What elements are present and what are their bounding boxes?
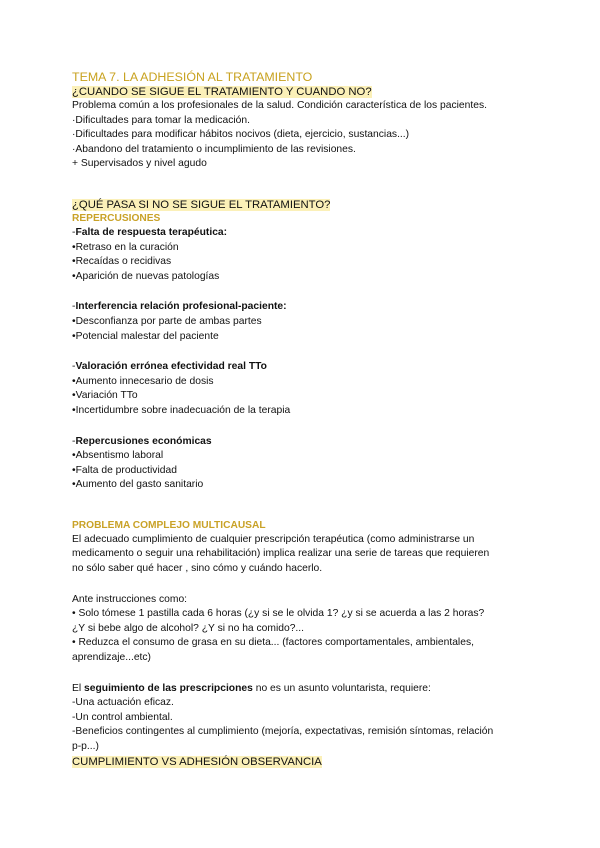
cumplimiento-heading: CUMPLIMIENTO VS ADHESIÓN OBSERVANCIA xyxy=(72,755,322,768)
list-item: •Desconfianza por parte de ambas partes xyxy=(72,315,262,327)
group-title: -Repercusiones económicas xyxy=(72,435,212,447)
problema-line: no sólo saber qué hacer , sino cómo y cuándo hacerlo. xyxy=(72,563,323,575)
instrucciones-line: aprendizaje...etc) xyxy=(72,652,151,664)
list-item: •Potencial malestar del paciente xyxy=(72,330,219,342)
seguimiento-line: El seguimiento de las prescripciones no es un asunto voluntarista, requiere: xyxy=(72,682,431,694)
list-item: •Incertidumbre sobre inadecuación de la terapia xyxy=(72,404,291,416)
instrucciones-line: ¿Y si bebe algo de alcohol? ¿Y si no ha comido?... xyxy=(72,622,305,634)
group-title: -Valoración errónea efectividad real TTo xyxy=(72,361,267,373)
list-item: •Recaídas o recidivas xyxy=(72,256,172,268)
group-title: -Interferencia relación profesional-paciente: xyxy=(72,301,287,313)
list-item: •Falta de productividad xyxy=(72,464,177,476)
group-title: -Falta de respuesta terapéutica: xyxy=(72,226,228,238)
requiere-line: -Un control ambiental. xyxy=(72,711,173,723)
intro-line: ·Dificultades para tomar la medicación. xyxy=(72,114,250,126)
problema-line: medicamento o seguir una rehabilitación) implica realizar una serie de tareas que requieren xyxy=(72,548,490,560)
requiere-line: -Beneficios contingentes al cumplimiento (mejoría, expectativas, remisión síntomas, relación xyxy=(72,726,494,738)
question-heading-2: ¿QUÉ PASA SI NO SE SIGUE EL TRATAMIENTO? xyxy=(72,198,331,211)
question-heading-1: ¿CUANDO SE SIGUE EL TRATAMIENTO Y CUANDO NO? xyxy=(72,86,372,98)
intro-line: + Supervisados y nivel agudo xyxy=(72,158,207,170)
intro-line: Problema común a los profesionales de la salud. Condición característica de los pacientes. xyxy=(72,100,487,111)
instrucciones-line: • Solo tómese 1 pastilla cada 6 horas (¿y si se le olvida 1? ¿y si se acuerda a las 2 horas? xyxy=(72,608,485,620)
requiere-line: -Una actuación eficaz. xyxy=(72,697,174,709)
intro-line: ·Abandono del tratamiento o incumplimiento de las revisiones. xyxy=(72,143,356,155)
document-page xyxy=(72,70,542,770)
instrucciones-line: Ante instrucciones como: xyxy=(72,593,188,605)
list-item: •Aparición de nuevas patologías xyxy=(72,270,220,282)
list-item: •Aumento innecesario de dosis xyxy=(72,375,214,387)
requiere-line: p-p...) xyxy=(72,741,99,752)
instrucciones-line: • Reduzca el consumo de grasa en su dieta... (factores comportamentales, ambientales, xyxy=(72,637,474,649)
list-item: •Variación TTo xyxy=(72,390,138,402)
repercusiones-heading: REPERCUSIONES xyxy=(72,212,161,224)
list-item: •Aumento del gasto sanitario xyxy=(72,479,204,491)
document-title: TEMA 7. LA ADHESIÓN AL TRATAMIENTO xyxy=(72,70,313,84)
problema-heading: PROBLEMA COMPLEJO MULTICAUSAL xyxy=(72,519,266,531)
problema-line: El adecuado cumplimiento de cualquier prescripción terapéutica (como administrarse un xyxy=(72,533,475,545)
list-item: •Retraso en la curación xyxy=(72,241,179,253)
intro-line: ·Dificultades para modificar hábitos nocivos (dieta, ejercicio, sustancias...) xyxy=(72,129,410,141)
list-item: •Absentismo laboral xyxy=(72,450,164,462)
